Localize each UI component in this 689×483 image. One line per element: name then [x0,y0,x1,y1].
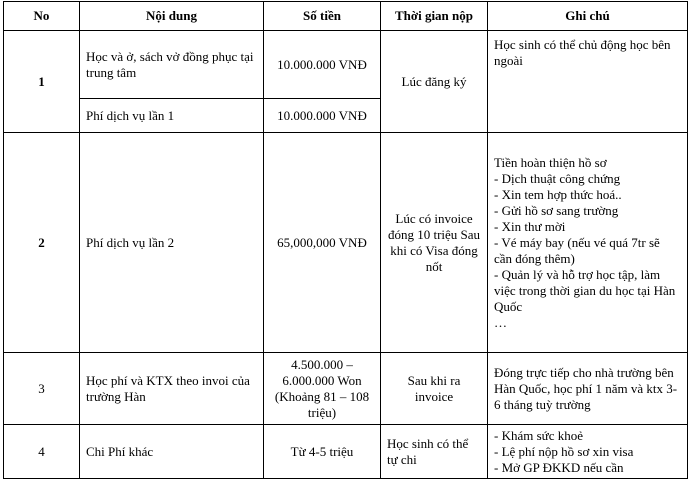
row-1-content-b: Phí dịch vụ lần 1 [80,99,264,133]
row-1-note: Học sinh có thể chủ động học bên ngoài [488,31,688,133]
row-2-amount: 65,000,000 VNĐ [264,133,381,353]
row-2-note [488,133,688,353]
row-4-amount: Từ 4-5 triệu [264,425,381,479]
table-row [4,133,688,353]
row-4-payment-time: Học sinh có thể tự chi [381,425,488,479]
row-2-payment-time: Lúc có invoice đóng 10 triệu Sau khi có Visa đóng nốt [381,133,488,353]
fee-table [3,1,688,479]
note-line: - Xin tem hợp thức hoá.. [494,186,622,202]
table-row [4,31,688,99]
row-1-amount-b: 10.000.000 VNĐ [264,99,381,133]
header-content: Nội dung [80,2,264,31]
row-3-amount: 4.500.000 – 6.000.000 Won (Khoảng 81 – 108 triệu) [264,353,381,425]
header-no: No [4,2,80,31]
table-row [4,353,688,425]
row-1-amount-a: 10.000.000 VNĐ [264,31,381,99]
row-4-note [488,425,688,479]
row-4-no: 4 [4,425,80,479]
note-line: - Quản lý và hỗ trợ học tập, làm việc trong thời gian du học tại Hàn Quốc [494,266,676,314]
note-line: - Lệ phí nộp hồ sơ xin visa [494,443,634,459]
row-2-content: Phí dịch vụ lần 2 [80,133,264,353]
header-note: Ghi chú [488,2,688,31]
note-line: - Vé máy bay (nếu vé quá 7tr sẽ cần đóng thêm) [494,234,660,266]
table-row [4,425,688,479]
row-1-payment-time: Lúc đăng ký [381,31,488,133]
row-3-content: Học phí và KTX theo invoi của trường Hàn [80,353,264,425]
note-line: - Gửi hồ sơ sang trường [494,202,619,218]
row-3-no: 3 [4,353,80,425]
table-header-row [4,2,688,31]
note-line: … [494,314,507,330]
note-line: - Khám sức khoẻ [494,427,583,443]
row-1-content-a: Học và ở, sách vở đồng phục tại trung tâm [80,31,264,99]
row-3-payment-time: Sau khi ra invoice [381,353,488,425]
note-line: Tiền hoàn thiện hồ sơ [494,154,607,170]
note-line: - Dịch thuật công chứng [494,170,621,186]
note-line: - Mở GP ĐKKD nếu cần [494,459,624,475]
row-2-no: 2 [4,133,80,353]
row-1-no: 1 [4,31,80,133]
header-payment-time: Thời gian nộp [381,2,488,31]
header-amount: Số tiền [264,2,381,31]
row-3-note: Đóng trực tiếp cho nhà trường bên Hàn Quốc, học phí 1 năm và ktx 3-6 tháng tuỳ trường [488,353,688,425]
row-4-content: Chi Phí khác [80,425,264,479]
note-line: - Xin thư mời [494,218,566,234]
